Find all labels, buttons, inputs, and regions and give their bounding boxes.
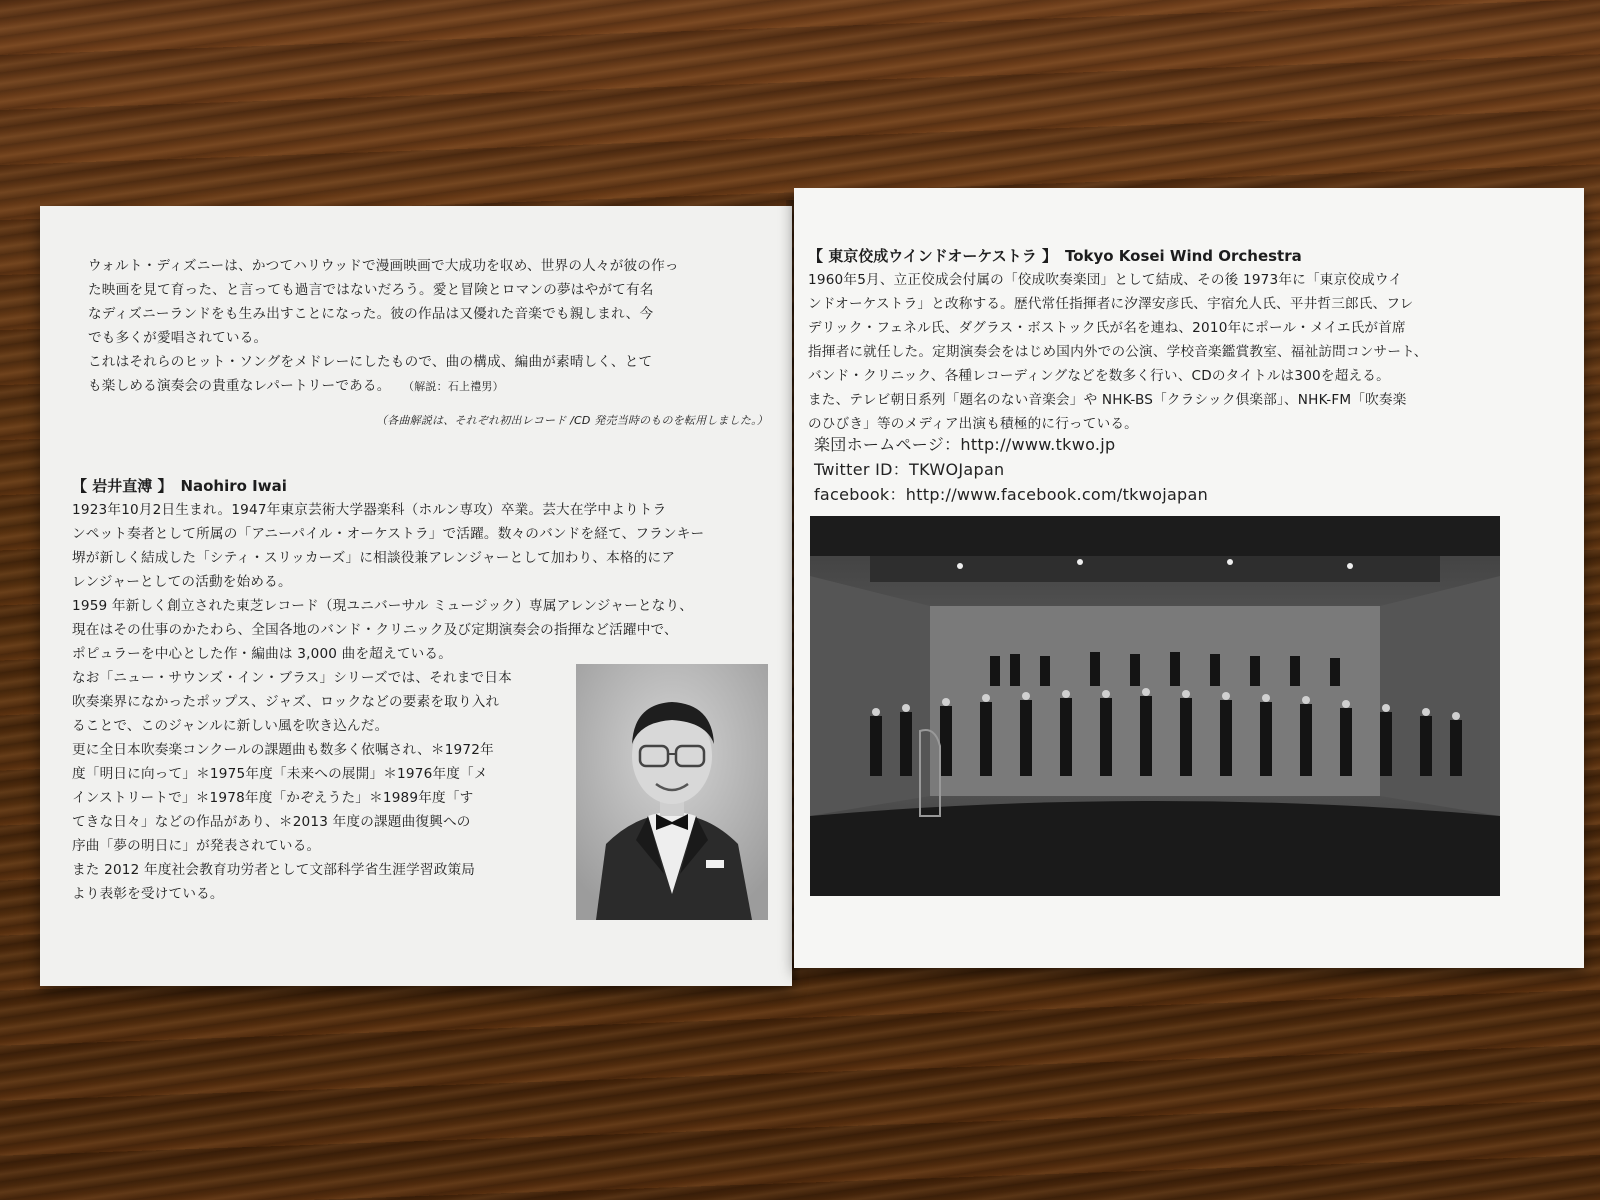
text-line: ポピュラーを中心とした作・編曲は 3,000 曲を超えている。 — [72, 646, 453, 662]
text-line: ンペット奏者として所属の「アニーパイル・オーケストラ」で活躍。数々のバンドを経て、フランキー — [72, 526, 705, 542]
iwai-bio-narrow — [72, 666, 572, 906]
orchestra-heading — [808, 244, 1478, 268]
text-line: これはそれらのヒット・ソングをメドレーにしたもので、曲の構成、編曲が素晴しく、とて — [88, 354, 653, 370]
text-line: また、テレビ朝日系列「題名のない音楽会」や NHK-BS「クラシック倶楽部」、NHK-FM「吹奏楽 — [808, 392, 1407, 408]
text-line: ンドオーケストラ」と改称する。歴代常任指揮者に汐澤安彦氏、宇宿允人氏、平井哲三郎氏、フレ — [808, 296, 1414, 312]
left-page — [40, 206, 792, 986]
orchestra-heading-en: Tokyo Kosei Wind Orchestra — [1064, 247, 1302, 265]
text-line: なお「ニュー・サウンズ・イン・ブラス」シリーズでは、それまで日本 — [72, 670, 512, 686]
text-line: インストリートで」＊1978年度「かぞえうた」＊1989年度「す — [72, 790, 474, 806]
orchestra-heading-jp: 【 東京佼成ウインドオーケストラ 】 — [808, 247, 1057, 265]
text-line: た映画を見て育った、と言っても過言ではないだろう。愛と冒険とロマンの夢はやがて有名 — [88, 282, 654, 298]
text-line: 1923年10月2日生まれ。1947年東京芸術大学器楽科（ホルン専攻）卒業。芸大在学中よりトラ — [72, 502, 667, 518]
commentary-credit: （解説：石上禮男） — [408, 380, 504, 393]
text-line-content: も楽しめる演奏会の貴重なレパートリーである。 — [88, 378, 391, 394]
orchestra-biography — [808, 244, 1478, 436]
text-line: なディズニーランドをも生み出すことになった。彼の作品は又優れた音楽でも親しまれ、今 — [88, 306, 654, 322]
text-line: のひびき」等のメディア出演も積極的に行っている。 — [808, 416, 1138, 432]
text-line: レンジャーとしての活動を始める。 — [72, 574, 292, 590]
orchestra-links — [814, 432, 1208, 507]
text-line: ウォルト・ディズニーは、かつてハリウッドで漫画映画で大成功を収め、世界の人々が彼の作っ — [88, 258, 679, 274]
text-line: 指揮者に就任した。定期演奏会をはじめ国内外での公演、学校音楽鑑賞教室、福祉訪問コンサート、 — [808, 344, 1428, 360]
text-line: デリック・フェネル氏、ダグラス・ボストック氏が名を連ね、2010年にポール・メイエ氏が首席 — [808, 320, 1406, 336]
text-line: 1959 年新しく創立された東芝レコード（現ユニバーサル ミュージック）専属アレンジャーとなり、 — [72, 598, 694, 614]
twitter-id: Twitter ID：TKWOJapan — [814, 460, 1005, 479]
portrait-photo — [576, 664, 768, 920]
text-line: でも多くが愛唱されている。 — [88, 330, 268, 346]
right-page — [794, 188, 1584, 968]
facebook-link: facebook：http://www.facebook.com/tkwojapan — [814, 485, 1209, 504]
homepage-link: 楽団ホームページ：http://www.tkwo.jp — [814, 435, 1116, 454]
iwai-bio-wide — [72, 498, 772, 666]
orchestra-photo — [810, 516, 1500, 896]
reprint-note: （各曲解説は、それぞれ初出レコード /CD 発売当時のものを転用しました。） — [376, 414, 768, 427]
iwai-heading — [72, 474, 772, 498]
text-line: バンド・クリニック、各種レコーディングなどを数多く行い、CDのタイトルは300を超える。 — [808, 368, 1390, 384]
text-line: 現在はその仕事のかたわら、全国各地のバンド・クリニック及び定期演奏会の指揮など活躍中で、 — [72, 622, 678, 638]
iwai-heading-en: Naohiro Iwai — [180, 477, 287, 495]
text-line: ることで、このジャンルに新しい風を吹き込んだ。 — [72, 718, 389, 734]
text-line: てきな日々」などの作品があり、＊2013 年度の課題曲復興への — [72, 814, 471, 830]
text-line: また 2012 年度社会教育功労者として文部科学省生涯学習政策局 — [72, 862, 476, 878]
text-line: 度「明日に向って」＊1975年度「未来への展開」＊1976年度「メ — [72, 766, 488, 782]
text-line: 1960年5月、立正佼成会付属の「佼成吹奏楽団」として結成、その後 1973年に「東京佼成ウイ — [808, 272, 1403, 288]
text-line — [88, 374, 768, 399]
text-line: 序曲「夢の明日に」が発表されている。 — [72, 838, 321, 854]
iwai-heading-jp: 【 岩井直溥 】 — [72, 477, 173, 495]
text-line: より表彰を受けている。 — [72, 886, 224, 902]
text-line: 更に全日本吹奏楽コンクールの課題曲も数多く依嘱され、＊1972年 — [72, 742, 494, 758]
text-line: 吹奏楽界になかったポップス、ジャズ、ロックなどの要素を取り入れ — [72, 694, 500, 710]
text-line: 堺が新しく結成した「シティ・スリッカーズ」に相談役兼アレンジャーとして加わり、本格的にア — [72, 550, 676, 566]
disney-description — [88, 254, 768, 433]
